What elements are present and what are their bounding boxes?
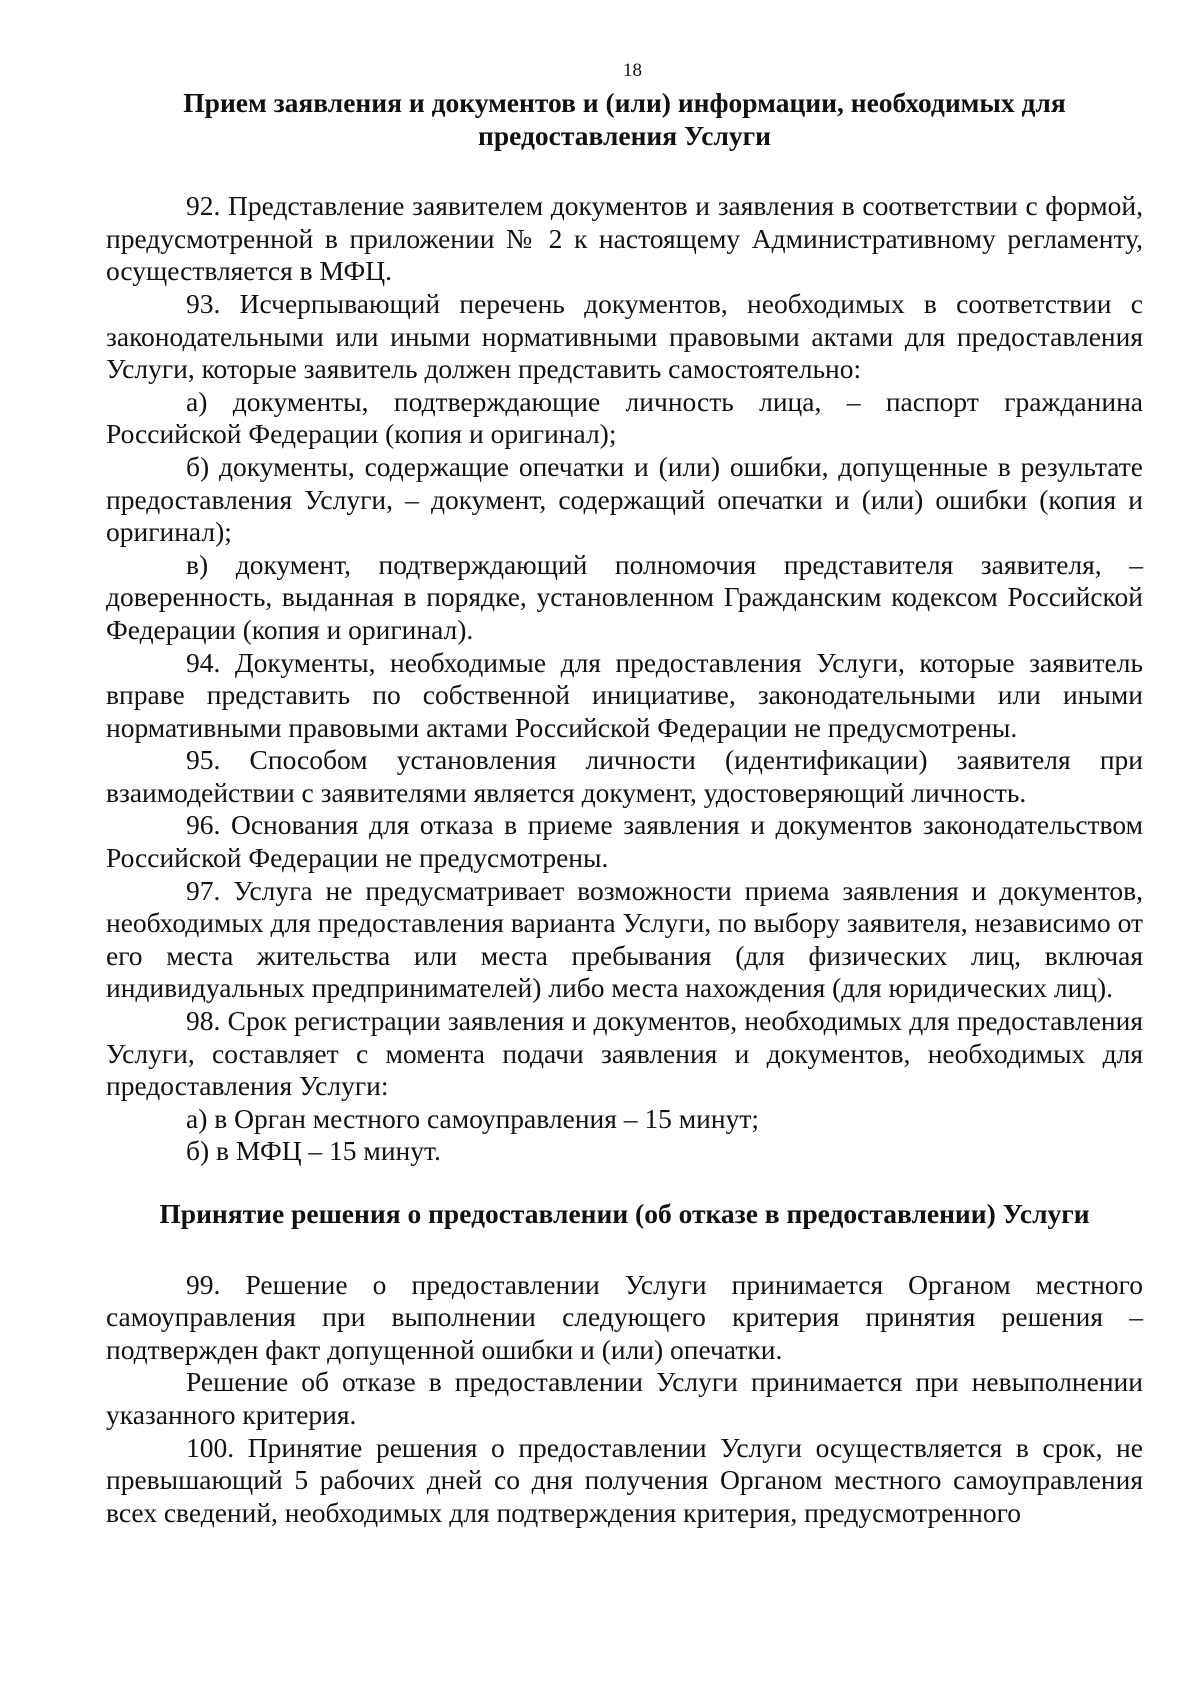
paragraph-98-b: б) в МФЦ – 15 минут. xyxy=(186,1135,441,1167)
paragraph-95: 95. Способом установления личности (идентификации) заявителя при взаимодействии с заявителями является документ, удостоверяющий личность. xyxy=(106,744,1143,808)
paragraph-93: 93. Исчерпывающий перечень документов, необходимых в соответствии с законодательными или иными нормативными правовыми актами для предоставления Услуги, которые заявитель должен представить самостоятельно: xyxy=(106,287,1143,385)
paragraph-94: 94. Документы, необходимые для предоставления Услуги, которые заявитель вправе представить по собственной инициативе, законодательными или иными нормативными правовыми актами Российской Федерации не предусмотрены. xyxy=(106,646,1143,743)
paragraph-99: 99. Решение о предоставлении Услуги принимается Органом местного самоуправления при выполнении следующего критерия принятия решения – подтвержден факт допущенной ошибки и (или) опечатки. xyxy=(106,1268,1143,1365)
page-number: 18 xyxy=(623,60,642,81)
section-heading-decision: Принятие решения о предоставлении (об отказе в предоставлении) Услуги xyxy=(159,1198,1090,1229)
paragraph-93-b: б) документы, содержащие опечатки и (или) ошибки, допущенные в результате предоставления Услуги, – документ, содержащий опечатки и (или) ошибки (копия и оригинал); xyxy=(106,450,1143,548)
paragraph-98-a: а) в Орган местного самоуправления – 15 минут; xyxy=(186,1102,760,1134)
section-body-application-intake xyxy=(106,190,1143,1168)
paragraph-93-a: а) документы, подтверждающие личность лица, – паспорт гражданина Российской Федерации (копия и оригинал); xyxy=(106,385,1143,450)
paragraph-97: 97. Услуга не предусматривает возможности приема заявления и документов, необходимых для предоставления варианта Услуги, по выбору заявителя, независимо от его места жительства или места пребывания (для физических лиц, включая индивидуальных предпринимателей) либо места нахождения (для юридических лиц). xyxy=(106,874,1143,1004)
paragraph-100: 100. Принятие решения о предоставлении Услуги осуществляется в срок, не превышающий 5 рабочих дней со дня получения Органом местного самоуправления всех сведений, необходимых для подтверждения критерия, предусмотренного xyxy=(106,1431,1143,1528)
paragraph-99-refusal: Решение об отказе в предоставлении Услуги принимается при невыполнении указанного критерия. xyxy=(106,1366,1143,1430)
section-heading-application-intake: Прием заявления и документов и (или) информации, необходимых для предоставления Услуги xyxy=(183,87,1066,151)
paragraph-98: 98. Срок регистрации заявления и документов, необходимых для предоставления Услуги, составляет с момента подачи заявления и документов, необходимых для предоставления Услуги: xyxy=(106,1005,1143,1102)
paragraph-92: 92. Представление заявителем документов и заявления в соответствии с формой, предусмотренной в приложении № 2 к настоящему Административному регламенту, осуществляется в МФЦ. xyxy=(106,190,1143,287)
paragraph-96: 96. Основания для отказа в приеме заявления и документов законодательством Российской Федерации не предусмотрены. xyxy=(106,809,1143,874)
paragraph-93-v: в) документ, подтверждающий полномочия представителя заявителя, – доверенность, выданная в порядке, установленном Гражданским кодексом Российской Федерации (копия и оригинал). xyxy=(106,548,1143,645)
section-body-decision xyxy=(106,1269,1143,1530)
